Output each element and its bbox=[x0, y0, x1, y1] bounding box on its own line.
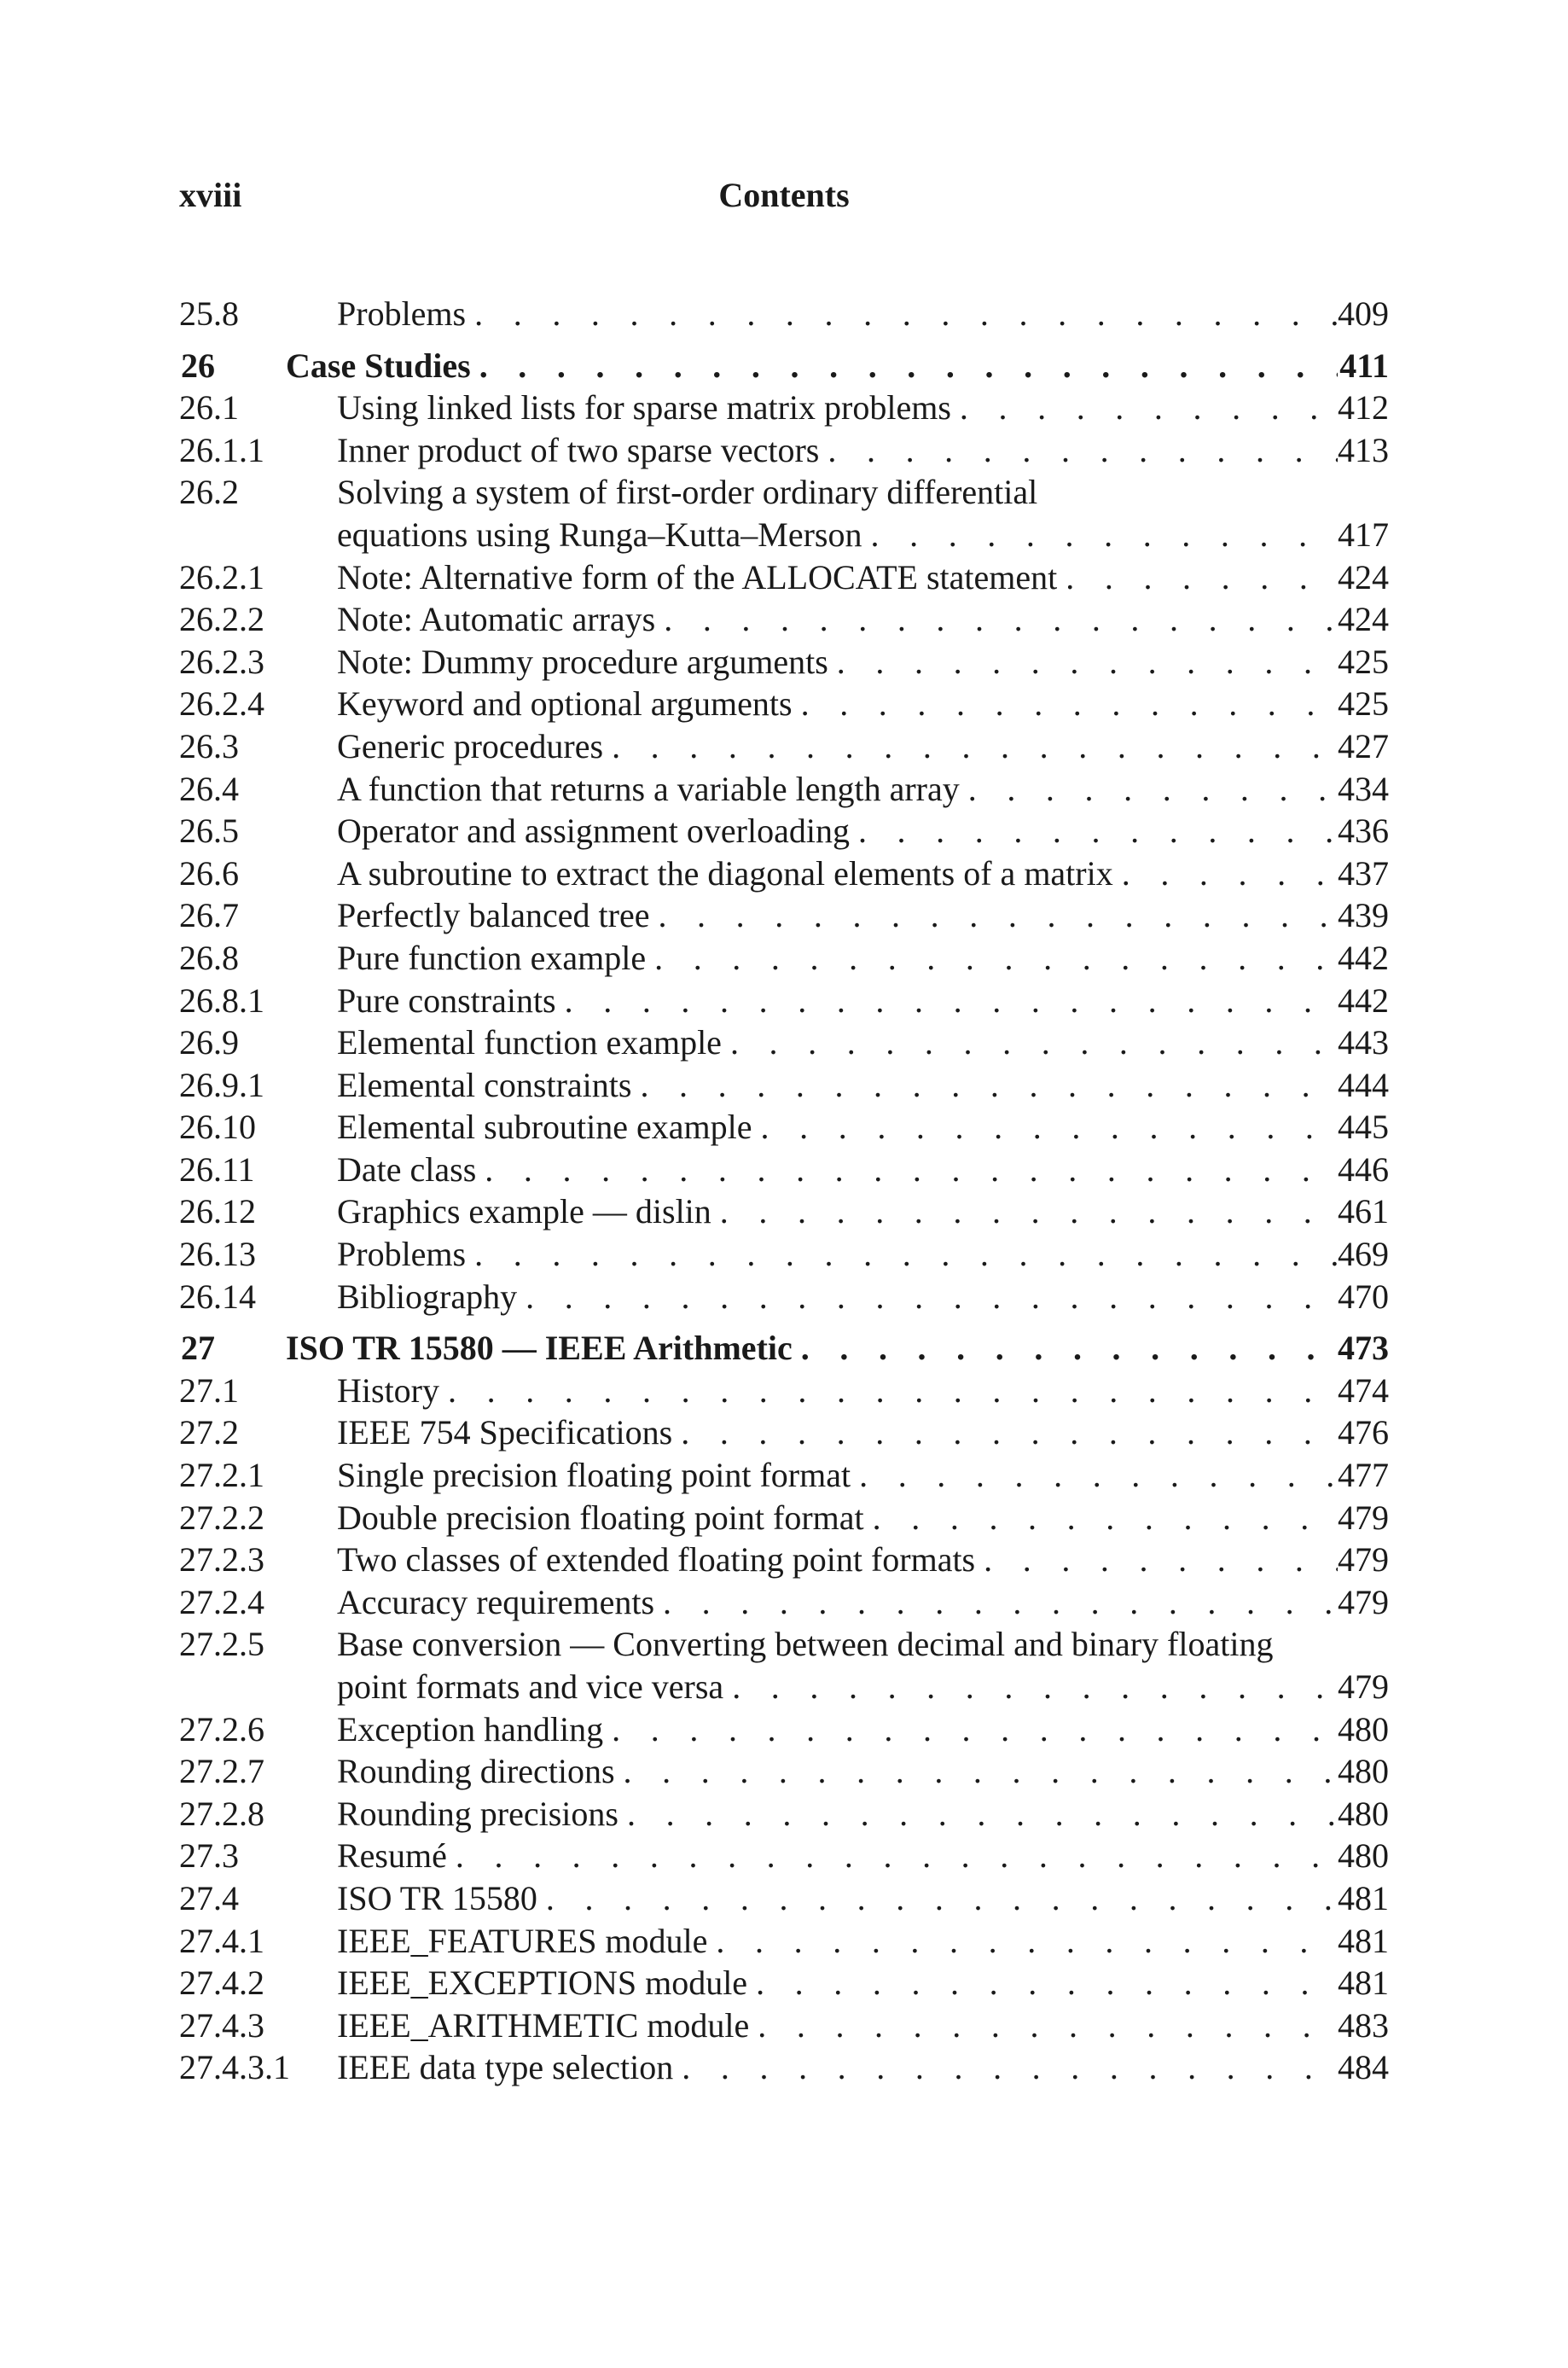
toc-entry-body bbox=[286, 1327, 1389, 1370]
toc-entry-title: Inner product of two sparse vectors bbox=[337, 430, 820, 469]
toc-entry bbox=[179, 1021, 1389, 1064]
dot-leader bbox=[1057, 556, 1338, 599]
toc-entry-number: 26.2.1 bbox=[179, 557, 264, 596]
toc-entry-number: 26.5 bbox=[179, 812, 239, 851]
dot-leader bbox=[975, 1539, 1338, 1581]
toc-entry-number: 27.2.8 bbox=[179, 1794, 264, 1833]
toc-entry-page: 413 bbox=[1338, 430, 1389, 469]
toc-entry-page: 439 bbox=[1338, 896, 1389, 935]
toc-entry-title: IEEE_EXCEPTIONS module bbox=[337, 1964, 748, 2003]
toc-entry-body bbox=[337, 1497, 1389, 1539]
toc-entry-page: 469 bbox=[1338, 1235, 1389, 1274]
toc-entry bbox=[179, 1920, 1389, 1963]
toc-entry-body bbox=[337, 1539, 1389, 1581]
toc-entry-number: 27.4.2 bbox=[179, 1964, 264, 2003]
toc-entry-page: 425 bbox=[1338, 642, 1389, 681]
dot-leader bbox=[649, 894, 1338, 937]
toc-entry-title: Generic procedures bbox=[337, 726, 604, 765]
toc-entry-title: A function that returns a variable length array bbox=[337, 769, 960, 808]
dot-leader bbox=[603, 725, 1338, 768]
toc-entry-body bbox=[337, 1962, 1389, 2004]
toc-entry-number: 26.2.4 bbox=[179, 684, 264, 724]
toc-entry-title: IEEE_ARITHMETIC module bbox=[337, 2005, 750, 2045]
toc-entry-title: Graphics example — dislin bbox=[337, 1192, 711, 1231]
dot-leader bbox=[1113, 852, 1338, 895]
dot-leader bbox=[793, 1327, 1338, 1370]
toc-entry-title: Bibliography bbox=[337, 1277, 518, 1316]
dot-leader bbox=[752, 1106, 1338, 1149]
toc-entry bbox=[179, 293, 1389, 335]
toc-entry-number: 26.13 bbox=[179, 1235, 256, 1274]
toc-entry bbox=[179, 1233, 1389, 1276]
dot-leader bbox=[618, 1793, 1338, 1836]
toc-entry bbox=[179, 725, 1389, 768]
toc-entry-page: 481 bbox=[1338, 1964, 1389, 2003]
toc-entry bbox=[179, 852, 1389, 895]
toc-entry-body bbox=[337, 683, 1389, 725]
toc-entry-page: 446 bbox=[1338, 1149, 1389, 1189]
toc-entry-title: Exception handling bbox=[337, 1709, 604, 1748]
toc-entry-title: Elemental constraints bbox=[337, 1065, 632, 1104]
toc-entry bbox=[179, 1623, 1389, 1708]
dot-leader bbox=[615, 1750, 1338, 1793]
toc-entry-body bbox=[337, 1877, 1389, 1920]
toc-entry bbox=[179, 1106, 1389, 1149]
toc-entry-body bbox=[337, 852, 1389, 895]
dot-leader bbox=[466, 293, 1338, 335]
toc-entry-page: 411 bbox=[1339, 346, 1389, 385]
toc-entry-page: 443 bbox=[1338, 1023, 1389, 1062]
toc-entry-title: ISO TR 15580 — IEEE Arithmetic bbox=[286, 1329, 793, 1368]
toc-entry bbox=[179, 1370, 1389, 1412]
dot-leader bbox=[819, 429, 1338, 472]
dot-leader bbox=[747, 1962, 1338, 2004]
toc-entry-title: IEEE data type selection bbox=[337, 2048, 674, 2087]
toc-entry-title: Double precision floating point format bbox=[337, 1498, 864, 1537]
toc-entry-number: 27.2.1 bbox=[179, 1456, 264, 1495]
toc-entry bbox=[179, 1708, 1389, 1751]
toc-entry-body bbox=[337, 471, 1389, 556]
toc-entry-body bbox=[337, 1370, 1389, 1412]
toc-entry-body bbox=[337, 641, 1389, 684]
toc-entry-page: 479 bbox=[1338, 1582, 1389, 1621]
toc-entry-body bbox=[337, 598, 1389, 641]
toc-entry-number: 27.2.3 bbox=[179, 1540, 264, 1580]
dot-leader bbox=[673, 2046, 1338, 2089]
toc-entry-page: 479 bbox=[1338, 1540, 1389, 1580]
toc-entry-title: ISO TR 15580 bbox=[337, 1878, 537, 1917]
toc-entry-body bbox=[337, 980, 1389, 1022]
dot-leader bbox=[707, 1920, 1338, 1963]
toc-entry-number: 26.9.1 bbox=[179, 1065, 264, 1104]
dot-leader bbox=[722, 1021, 1338, 1064]
toc-entry-number: 27.2 bbox=[179, 1413, 239, 1452]
toc-entry bbox=[179, 387, 1389, 429]
toc-entry bbox=[179, 1276, 1389, 1318]
toc-entry bbox=[179, 768, 1389, 811]
toc-entry-title: History bbox=[337, 1370, 439, 1410]
toc-entry-body bbox=[337, 1835, 1389, 1877]
dot-leader bbox=[631, 1064, 1338, 1107]
toc-entry-body bbox=[337, 387, 1389, 429]
toc-entry-title: Problems bbox=[337, 294, 467, 333]
toc-entry-page: 442 bbox=[1338, 938, 1389, 977]
toc-entry-number: 26.2.2 bbox=[179, 600, 264, 639]
toc-entry-page: 480 bbox=[1338, 1752, 1389, 1791]
toc-entry-title: Date class bbox=[337, 1149, 477, 1189]
toc-entry bbox=[179, 1539, 1389, 1581]
toc-entry-page: 484 bbox=[1338, 2048, 1389, 2087]
toc-entry-title: IEEE_FEATURES module bbox=[337, 1921, 708, 1960]
toc-entry-title: Accuracy requirements bbox=[337, 1582, 655, 1621]
toc-entry bbox=[179, 2046, 1389, 2089]
toc-entry-body bbox=[286, 345, 1389, 387]
toc-entry-number: 27.1 bbox=[179, 1370, 239, 1410]
toc-entry-title: point formats and vice versa bbox=[337, 1667, 724, 1706]
toc-entry-page: 412 bbox=[1338, 388, 1389, 428]
dot-leader bbox=[655, 598, 1338, 641]
dot-leader bbox=[517, 1276, 1338, 1318]
toc-entry bbox=[179, 937, 1389, 980]
toc-entry-number: 25.8 bbox=[179, 294, 239, 333]
toc-entry-body bbox=[337, 293, 1389, 335]
toc-entry bbox=[179, 1962, 1389, 2004]
toc-entry-number: 26.14 bbox=[179, 1277, 256, 1316]
toc-entry-page: 424 bbox=[1338, 600, 1389, 639]
toc-entry-number: 27.4 bbox=[179, 1878, 239, 1917]
toc-entry-page: 427 bbox=[1338, 726, 1389, 765]
toc-entry-number: 27.4.3 bbox=[179, 2005, 264, 2045]
toc-chapter-entry bbox=[179, 1327, 1389, 1370]
toc-entry-body bbox=[337, 1623, 1389, 1708]
toc-entry-title: Elemental subroutine example bbox=[337, 1108, 752, 1147]
toc-entry-page: 483 bbox=[1338, 2005, 1389, 2045]
toc-entry-body bbox=[337, 1276, 1389, 1318]
toc-entry-body bbox=[337, 725, 1389, 768]
table-of-contents bbox=[179, 293, 1389, 2089]
toc-entry-title: Base conversion — Converting between decimal and binary floating bbox=[337, 1625, 1274, 1664]
toc-entry-page: 476 bbox=[1338, 1413, 1389, 1452]
toc-entry-page: 461 bbox=[1338, 1192, 1389, 1231]
toc-entry bbox=[179, 1877, 1389, 1920]
toc-entry-number: 26.3 bbox=[179, 726, 239, 765]
toc-entry-body bbox=[337, 1064, 1389, 1107]
toc-entry bbox=[179, 598, 1389, 641]
toc-entry-title: Problems bbox=[337, 1235, 467, 1274]
dot-leader bbox=[960, 768, 1338, 811]
toc-entry-body bbox=[337, 1411, 1389, 1454]
toc-entry-body bbox=[337, 1233, 1389, 1276]
toc-entry-body bbox=[337, 768, 1389, 811]
running-head bbox=[179, 175, 1389, 218]
toc-entry-number: 27.4.1 bbox=[179, 1921, 264, 1960]
dot-leader bbox=[646, 937, 1338, 980]
toc-entry-title: Note: Dummy procedure arguments bbox=[337, 642, 828, 681]
toc-entry-body bbox=[337, 1190, 1389, 1233]
toc-entry-body bbox=[337, 1021, 1389, 1064]
dot-leader bbox=[828, 641, 1338, 684]
toc-entry bbox=[179, 429, 1389, 472]
toc-entry-page: 481 bbox=[1338, 1921, 1389, 1960]
toc-entry-number: 26.9 bbox=[179, 1023, 239, 1062]
toc-entry-title: Rounding precisions bbox=[337, 1794, 618, 1833]
toc-entry-title: equations using Runga–Kutta–Merson bbox=[337, 515, 862, 554]
toc-entry-page: 480 bbox=[1338, 1709, 1389, 1748]
toc-entry-page: 473 bbox=[1338, 1329, 1389, 1368]
dot-leader bbox=[851, 1454, 1338, 1497]
toc-entry-title: Resumé bbox=[337, 1836, 447, 1876]
toc-entry-number: 27.2.6 bbox=[179, 1709, 264, 1748]
toc-entry bbox=[179, 683, 1389, 725]
toc-entry-title: Note: Automatic arrays bbox=[337, 600, 656, 639]
toc-entry bbox=[179, 894, 1389, 937]
toc-entry-body bbox=[337, 1793, 1389, 1836]
dot-leader bbox=[439, 1370, 1338, 1412]
dot-leader bbox=[864, 1497, 1338, 1539]
toc-entry-number: 27.2.2 bbox=[179, 1498, 264, 1537]
toc-entry-title: IEEE 754 Specifications bbox=[337, 1413, 673, 1452]
toc-entry bbox=[179, 810, 1389, 852]
toc-entry bbox=[179, 471, 1389, 556]
dot-leader bbox=[654, 1581, 1338, 1624]
toc-entry-title: Rounding directions bbox=[337, 1752, 615, 1791]
dot-leader bbox=[862, 514, 1339, 556]
dot-leader bbox=[447, 1835, 1338, 1877]
toc-entry bbox=[179, 1793, 1389, 1836]
toc-entry-body bbox=[337, 1708, 1389, 1751]
toc-entry-body bbox=[337, 810, 1389, 852]
dot-leader bbox=[466, 1233, 1338, 1276]
toc-entry-body bbox=[337, 2046, 1389, 2089]
dot-leader bbox=[603, 1708, 1338, 1751]
toc-entry bbox=[179, 1835, 1389, 1877]
toc-entry-page: 434 bbox=[1338, 769, 1389, 808]
toc-entry-number: 27.3 bbox=[179, 1836, 239, 1876]
toc-entry-page: 481 bbox=[1338, 1878, 1389, 1917]
toc-entry bbox=[179, 1149, 1389, 1191]
toc-entry-page: 442 bbox=[1338, 980, 1389, 1020]
toc-entry bbox=[179, 1750, 1389, 1793]
toc-entry-number: 27.2.4 bbox=[179, 1582, 264, 1621]
toc-entry-number: 26.12 bbox=[179, 1192, 256, 1231]
toc-entry bbox=[179, 1064, 1389, 1107]
toc-entry-page: 444 bbox=[1338, 1065, 1389, 1104]
toc-entry-page: 474 bbox=[1338, 1370, 1389, 1410]
toc-entry-body bbox=[337, 1454, 1389, 1497]
toc-entry-body bbox=[337, 937, 1389, 980]
toc-entry-number: 26.8.1 bbox=[179, 980, 264, 1020]
toc-entry bbox=[179, 1581, 1389, 1624]
toc-entry-number: 26.2 bbox=[179, 473, 239, 512]
toc-entry-page: 436 bbox=[1338, 812, 1389, 851]
toc-entry-title: Perfectly balanced tree bbox=[337, 896, 650, 935]
toc-entry bbox=[179, 556, 1389, 599]
toc-entry-body bbox=[337, 1750, 1389, 1793]
toc-entry-title: Pure function example bbox=[337, 938, 647, 977]
dot-leader bbox=[556, 980, 1338, 1022]
toc-entry-page: 470 bbox=[1338, 1277, 1389, 1316]
toc-entry-title: A subroutine to extract the diagonal elements of a matrix bbox=[337, 853, 1113, 893]
toc-entry-body bbox=[337, 1581, 1389, 1624]
toc-entry-body bbox=[337, 2004, 1389, 2047]
dot-leader bbox=[711, 1190, 1338, 1233]
toc-entry-number: 26.1.1 bbox=[179, 430, 264, 469]
toc-entry-number: 26.10 bbox=[179, 1108, 256, 1147]
toc-entry-page: 425 bbox=[1338, 684, 1389, 724]
toc-entry bbox=[179, 1454, 1389, 1497]
toc-entry-page: 480 bbox=[1338, 1794, 1389, 1833]
toc-entry-page: 437 bbox=[1338, 853, 1389, 893]
page-number: xviii bbox=[179, 176, 242, 214]
toc-entry-number: 26.4 bbox=[179, 769, 239, 808]
toc-entry-number: 27.2.7 bbox=[179, 1752, 264, 1791]
toc-entry-title: Case Studies bbox=[286, 346, 471, 385]
toc-chapter-entry bbox=[179, 345, 1389, 387]
dot-leader bbox=[471, 345, 1338, 387]
toc-entry-title: Note: Alternative form of the ALLOCATE statement bbox=[337, 557, 1058, 596]
toc-entry-page: 445 bbox=[1338, 1108, 1389, 1147]
toc-entry-number: 26.11 bbox=[179, 1149, 255, 1189]
toc-entry-page: 479 bbox=[1338, 1667, 1389, 1706]
toc-entry bbox=[179, 1190, 1389, 1233]
toc-entry-title: Elemental function example bbox=[337, 1023, 722, 1062]
toc-entry-number: 27 bbox=[181, 1329, 215, 1368]
toc-entry-title: Using linked lists for sparse matrix problems bbox=[337, 388, 951, 428]
dot-leader bbox=[537, 1877, 1338, 1920]
toc-entry bbox=[179, 641, 1389, 684]
toc-entry-page: 417 bbox=[1338, 515, 1389, 554]
toc-entry-number: 27.2.5 bbox=[179, 1625, 264, 1664]
toc-entry-body bbox=[337, 1920, 1389, 1963]
dot-leader bbox=[749, 2004, 1338, 2047]
toc-entry-body bbox=[337, 556, 1389, 599]
toc-entry-number: 26.6 bbox=[179, 853, 239, 893]
toc-entry-body bbox=[337, 1106, 1389, 1149]
toc-entry-number: 26.7 bbox=[179, 896, 239, 935]
toc-entry-number: 26 bbox=[181, 346, 215, 385]
toc-entry-body bbox=[337, 1149, 1389, 1191]
toc-entry-title: Two classes of extended floating point formats bbox=[337, 1540, 976, 1580]
toc-entry-number: 26.1 bbox=[179, 388, 239, 428]
toc-entry-page: 477 bbox=[1338, 1456, 1389, 1495]
dot-leader bbox=[951, 387, 1338, 429]
running-head-title: Contents bbox=[718, 176, 850, 214]
toc-entry-number: 26.2.3 bbox=[179, 642, 264, 681]
dot-leader bbox=[793, 683, 1338, 725]
toc-entry bbox=[179, 1411, 1389, 1454]
toc-entry-title: Solving a system of first-order ordinary differential bbox=[337, 473, 1038, 512]
toc-entry-title: Keyword and optional arguments bbox=[337, 684, 793, 724]
toc-entry-page: 480 bbox=[1338, 1836, 1389, 1876]
toc-entry-title: Single precision floating point format bbox=[337, 1456, 851, 1495]
dot-leader bbox=[723, 1666, 1338, 1708]
toc-entry-body bbox=[337, 894, 1389, 937]
toc-entry-title: Operator and assignment overloading bbox=[337, 812, 850, 851]
toc-entry bbox=[179, 980, 1389, 1022]
toc-entry bbox=[179, 1497, 1389, 1539]
dot-leader bbox=[850, 810, 1338, 852]
toc-entry-page: 409 bbox=[1338, 294, 1389, 333]
toc-entry bbox=[179, 2004, 1389, 2047]
dot-leader bbox=[672, 1411, 1338, 1454]
dot-leader bbox=[476, 1149, 1338, 1191]
toc-entry-number: 26.8 bbox=[179, 938, 239, 977]
toc-entry-page: 424 bbox=[1338, 557, 1389, 596]
toc-entry-page: 479 bbox=[1338, 1498, 1389, 1537]
toc-entry-title: Pure constraints bbox=[337, 980, 556, 1020]
toc-entry-number: 27.4.3.1 bbox=[179, 2048, 290, 2087]
toc-entry-body bbox=[337, 429, 1389, 472]
